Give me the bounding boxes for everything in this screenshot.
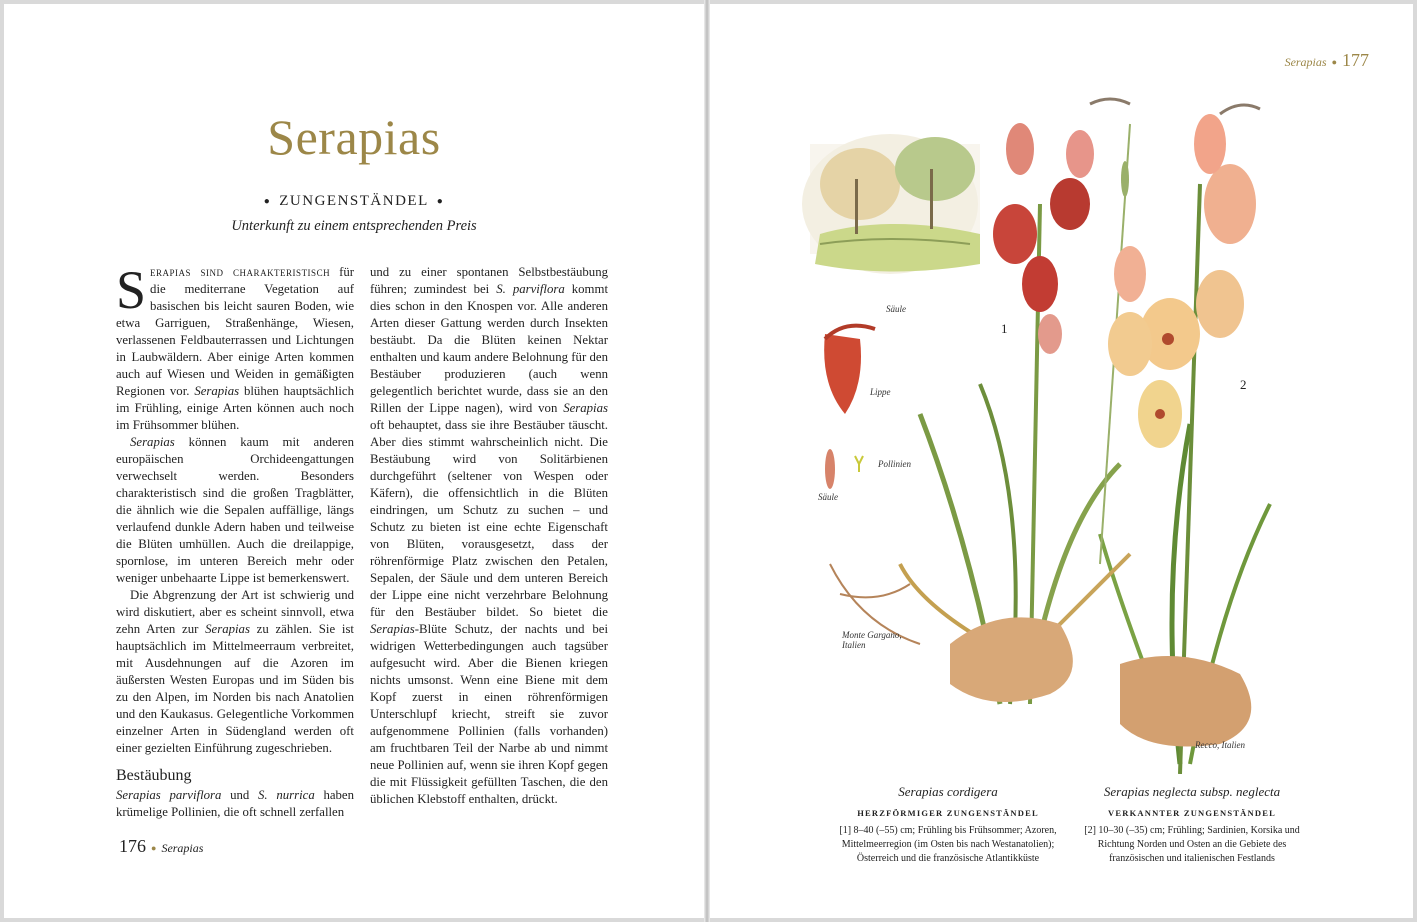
common-name: HERZFÖRMIGER ZUNGENSTÄNDEL <box>857 808 1039 818</box>
paragraph <box>370 264 608 808</box>
paragraph <box>116 787 354 821</box>
page-number: 176 <box>119 836 146 856</box>
text-column-2 <box>370 264 608 808</box>
running-head: Serapias <box>161 841 204 855</box>
caption-1 <box>828 784 1068 866</box>
label-lippe: Lippe <box>870 387 891 397</box>
page-title: Serapias <box>267 109 441 165</box>
paragraph <box>116 260 355 434</box>
paragraph <box>116 587 354 757</box>
italic-run: S. parviflora <box>496 282 565 296</box>
text-run: haben krümelige Pollinien, die oft schnell zerfallen <box>116 788 354 819</box>
italic-run: Serapias parviflora <box>116 788 222 802</box>
peach-flowers <box>1108 114 1256 448</box>
text-run: oft behauptet, dass sie ihre Bestäuber täuscht. Aber dies stimmt wahrscheinlich nicht. Die Bestäubung wird von Solitärbienen durchgeführt (seltener von Wespen oder Käfern), die offensichtlich in die Blüten eindringen, um Schutz zu suchen – und Schutz zu bieten ist eine echte Eigenschaft von Blüten, vorausgesetzt, dass der röhrenförmige Platz zwischen den Petalen, Sepalen, der Säule und dem unteren Bereich der Lippe eine nicht verzehrbare Belohnung für den Bestäuber bildet. So bietet die <box>370 418 608 619</box>
italic-run: Serapias <box>130 435 175 449</box>
bullet-icon: ● <box>1331 56 1337 67</box>
red-flowers <box>993 123 1094 354</box>
running-head: Serapias <box>1284 55 1327 69</box>
page-number-left <box>119 836 203 857</box>
italic-run: S. nurrica <box>258 788 315 802</box>
subhead <box>4 193 704 210</box>
location-line: Italien <box>842 640 866 650</box>
text-run: -Blüte Schutz, der nachts und bei widrigen Wetterbedingungen auch tagsüber aufgesucht wird. Aber die Bienen kriegen nichts umsonst. Wenn eine Biene mit dem Kopf zuerst in einen röhrenförmigen Unterschlupf kriecht, streift sie zuvor aufgenommene Pollinien (falls vorhanden) am fruchtbaren Teil der Narbe ab und nimmt neue Pollinien auf, wenn sie ihren Kopf gegen die mit Flüssigkeit gefüllten Taschen, die den üblichen Klebstoff enthalten, drückt. <box>370 622 608 806</box>
location-label-2: Recco, Italien <box>1195 740 1245 750</box>
species-name: Serapias neglecta subsp. neglecta <box>1103 784 1281 799</box>
italic-run: Serapias <box>370 622 415 636</box>
caption-2 <box>1072 784 1312 866</box>
drop-cap: S <box>116 260 147 320</box>
label-saule-2: Säule <box>818 492 838 502</box>
italic-run: Serapias <box>563 401 608 415</box>
location-label-1 <box>842 630 902 650</box>
paragraph <box>116 434 354 587</box>
flower-detail <box>824 326 875 489</box>
bullet-icon: ● <box>436 196 445 208</box>
plant-number-2: 2 <box>1240 377 1247 392</box>
tagline: Unterkunft zu einem entsprechenden Preis <box>231 218 477 234</box>
text-run: für die mediterrane Vegetation auf basischen bis leicht sauren Boden, wie etwa Garriguen, Straßenhänge, Wiesen, verlassenen Feldbauterrassen und Lichtungen in Laubwäldern. Aber einige Arten kommen auch auf Wiesen und Weiden in gemäßigten Regionen vor. <box>116 265 355 398</box>
text-run: blühen hauptsächlich im Frühling, einige Arten können auch noch im Frühsommer blühen. <box>116 384 354 432</box>
text-run: und <box>221 788 259 802</box>
text-run: Die Abgrenzung der Art ist schwierig und wird diskutiert, aber es scheint sinnvoll, etwa zehn Arten zur <box>116 588 354 636</box>
plant-number-1: 1 <box>1001 321 1008 336</box>
orchid-illustration <box>800 84 1320 774</box>
location-line: Monte Gargano, <box>842 630 902 640</box>
label-pollinien: Pollinien <box>878 459 911 469</box>
text-run: zu zählen. Sie ist hauptsächlich im Mittelmeerraum verbreitet, mit Ausdehnungen auf die Azoren im äußersten Westen Europas und im Süden bis zu den Alpen, im Norden bis nach Anatolien und den Kaukasus. Gelegentliche Vorkommen einzelner Arten in Südengland werden oft einer gezielten Einführung zugeschrieben. <box>116 622 354 755</box>
right-page <box>710 4 1413 918</box>
section-heading: Bestäubung <box>116 767 192 784</box>
page-number: 177 <box>1342 50 1369 70</box>
species-name: Serapias cordigera <box>898 784 998 799</box>
page-number-right <box>1285 50 1369 71</box>
label-saule: Säule <box>886 304 906 314</box>
common-name: VERKANNTER ZUNGENSTÄNDEL <box>1108 808 1276 818</box>
text-column-1 <box>116 260 355 821</box>
landscape-vignette <box>802 134 980 274</box>
text-run: kommt dies schon in den Knospen vor. Alle anderen Arten dieser Gattung werden durch Insekten bestäubt. Da die Blüten keinen Nektar enthalten und kaum andere Belohnung für den Bestäuber produzieren (auch wenn gelegentlich berichtet wurde, dass sie an den Rillen der Lippe nagen), wird von <box>370 282 608 415</box>
italic-run: Serapias <box>205 622 250 636</box>
species-description: [1] 8–40 (–55) cm; Frühling bis Frühsommer; Azoren, Mittelmeerregion (im Osten bis nach Westanatolien); Österreich und die französische Atlantikküste <box>839 825 1057 864</box>
subhead-text: ZUNGENSTÄNDEL <box>279 193 429 209</box>
lead-smallcaps: erapias sind charakteristisch <box>150 265 331 279</box>
text-run: können kaum mit anderen europäischen Orchideengattungen verwechselt werden. Besonders charakteristisch sind die großen Tragblätter, die ähnlich wie die Sepalen auffällige, längs verlaufend dunkle Adern haben und teilweise die Blüten umhüllen. Auch die dreilappige, spornlose, im unteren Bereich mehr oder weniger unbehaarte Lippe ist bemerkenswert. <box>116 435 354 585</box>
bullet-icon: ● <box>263 196 272 208</box>
bullet-icon: ● <box>151 842 157 853</box>
species-description: [2] 10–30 (–35) cm; Frühling; Sardinien, Korsika und Richtung Norden und Osten an die Gebiete des französischen und italienischen Festlands <box>1084 825 1300 864</box>
left-page <box>4 4 704 918</box>
italic-run: Serapias <box>194 384 240 398</box>
text-run: und zu einer spontanen Selbstbestäubung führen; zumindest bei <box>370 265 608 296</box>
